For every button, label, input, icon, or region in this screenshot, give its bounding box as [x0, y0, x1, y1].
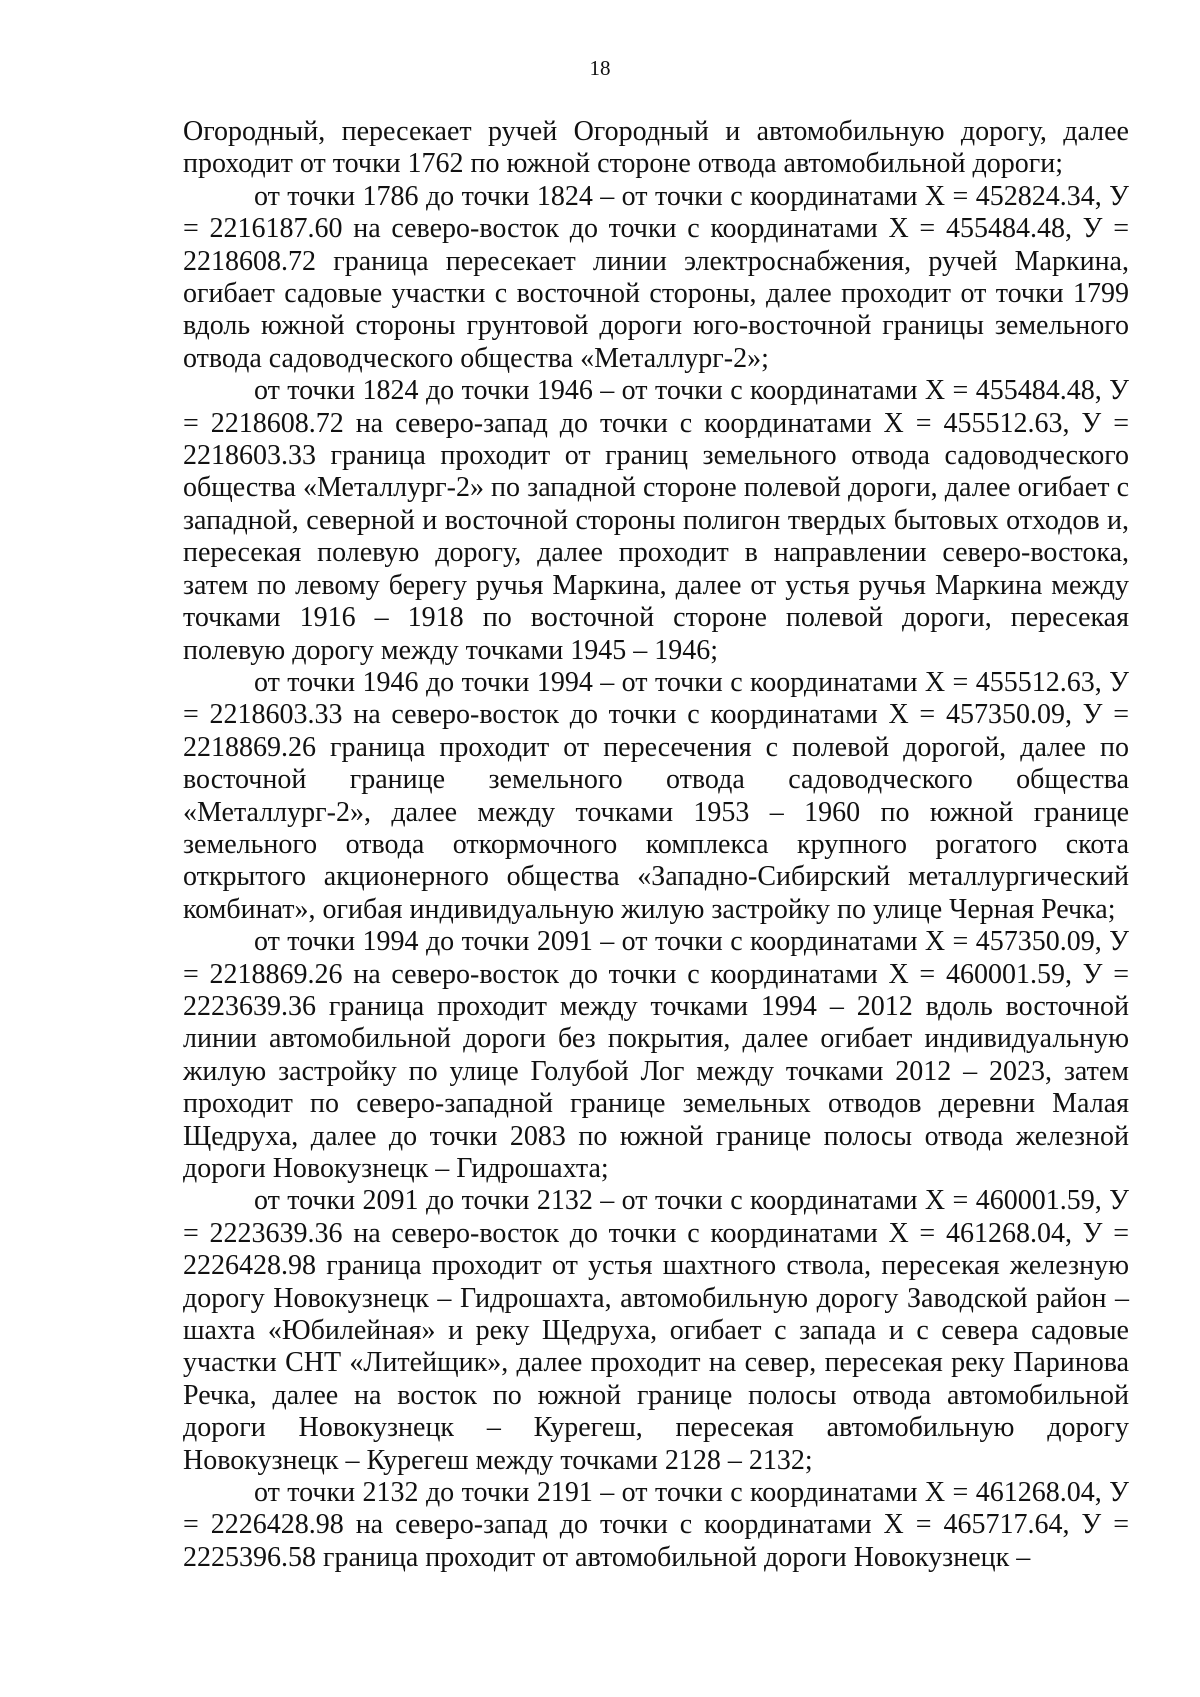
paragraph-segment-2091-2132: от точки 2091 до точки 2132 – от точки с координатами Х = 460001.59, У = 2223639.36 на северо-восток до точки с координатами Х = 461268.04, У = 2226428.98 граница проходит от устья шахтного ствола, пересекая железную дорогу Новокузнецк – Гидрошахта, автомобильную дорогу Заводской район – шахта «Юбилейная» и реку Щедруха, огибает с запада и с севера садовые участки СНТ «Литейщик», далее проходит на север, пересекая реку Паринова Речка, далее на восток по южной границе полосы отвода автомобильной дороги Новокузнецк – Курегеш, пересекая автомобильную дорогу Новокузнецк – Курегеш между точками 2128 – 2132;: [183, 1185, 1129, 1476]
paragraph-segment-1824-1946: от точки 1824 до точки 1946 – от точки с координатами Х = 455484.48, У = 2218608.72 на северо-запад до точки с координатами Х = 455512.63, У = 2218603.33 граница проходит от границ земельного отвода садоводческого общества «Металлург-2» по западной стороне полевой дороги, далее огибает с западной, северной и восточной стороны полигон твердых бытовых отходов и, пересекая полевую дорогу, далее проходит в направлении северо-востока, затем по левому берегу ручья Маркина, далее от устья ручья Маркина между точками 1916 – 1918 по восточной стороне полевой дороги, пересекая полевую дорогу между точками 1945 – 1946;: [183, 375, 1129, 666]
paragraph-continuation: Огородный, пересекает ручей Огородный и автомобильную дорогу, далее проходит от точки 1762 по южной стороне отвода автомобильной дороги;: [183, 116, 1129, 180]
page-number: 18: [589, 56, 611, 80]
paragraph-segment-1786-1824: от точки 1786 до точки 1824 – от точки с координатами Х = 452824.34, У = 2216187.60 на северо-восток до точки с координатами Х = 455484.48, У = 2218608.72 граница пересекает линии электроснабжения, ручей Маркина, огибает садовые участки с восточной стороны, далее проходит от точки 1799 вдоль южной стороны грунтовой дороги юго-восточной границы земельного отвода садоводческого общества «Металлург-2»;: [183, 180, 1129, 374]
paragraph-segment-1946-1994: от точки 1946 до точки 1994 – от точки с координатами Х = 455512.63, У = 2218603.33 на северо-восток до точки с координатами Х = 457350.09, У = 2218869.26 граница проходит от пересечения с полевой дорогой, далее по восточной границе земельного отвода садоводческого общества «Металлург-2», далее между точками 1953 – 1960 по южной границе земельного отвода откормочного комплекса крупного рогатого скота открытого акционерного общества «Западно-Сибирский металлургический комбинат», огибая индивидуальную жилую застройку по улице Черная Речка;: [183, 666, 1129, 925]
document-body: [183, 116, 1129, 1574]
paragraph-segment-2132-2191: от точки 2132 до точки 2191 – от точки с координатами Х = 461268.04, У = 2226428.98 на северо-запад до точки с координатами Х = 465717.64, У = 2225396.58 граница проходит от автомобильной дороги Новокузнецк –: [183, 1477, 1129, 1573]
paragraph-segment-1994-2091: от точки 1994 до точки 2091 – от точки с координатами Х = 457350.09, У = 2218869.26 на северо-восток до точки с координатами Х = 460001.59, У = 2223639.36 граница проходит между точками 1994 – 2012 вдоль восточной линии автомобильной дороги без покрытия, далее огибает индивидуальную жилую застройку по улице Голубой Лог между точками 2012 – 2023, затем проходит по северо-западной границе земельных отводов деревни Малая Щедруха, далее до точки 2083 по южной границе полосы отвода железной дороги Новокузнецк – Гидрошахта;: [183, 926, 1129, 1184]
